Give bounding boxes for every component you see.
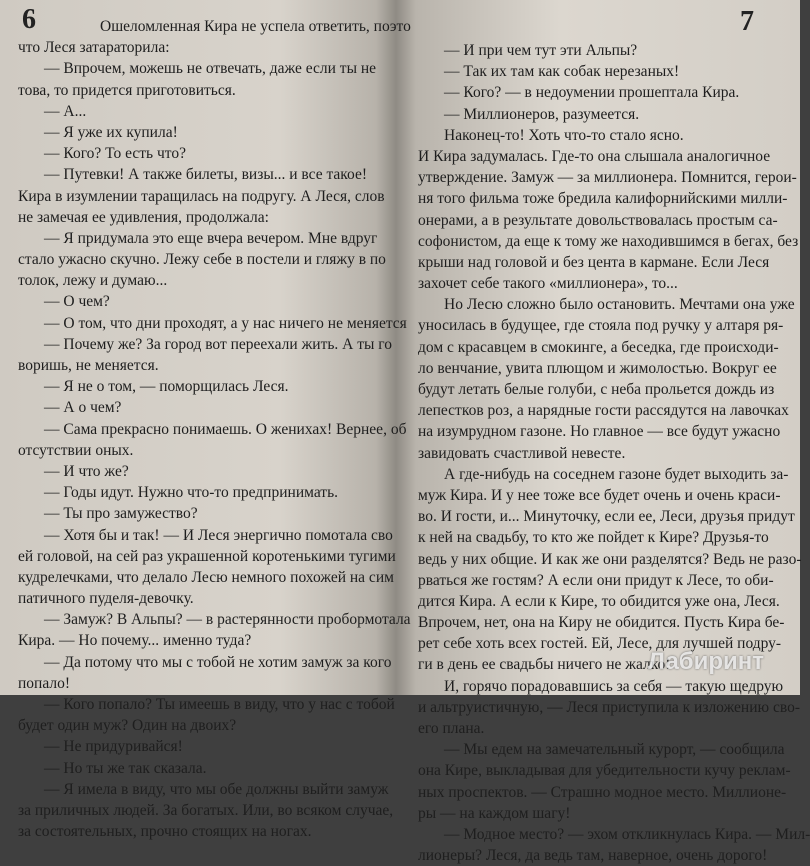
right-page-line: будут летать белые голуби, с неба прольется дождь из — [418, 381, 775, 398]
right-page-line: рваться же гостям? А если они придут к Лесе, то оби- — [418, 571, 774, 589]
left-page-line: — Замуж? В Альпы? — в растерянности пробормотала — [44, 611, 411, 629]
right-page-line: — Мы едем на замечательный курорт, — сообщила — [444, 741, 785, 759]
left-page-text — [18, 16, 411, 842]
left-page-line: — Не придуривайся! — [44, 738, 183, 756]
left-page-line: — Почему же? За город вот переехали жить. А ты го — [44, 335, 393, 353]
right-page-line: уносилась в будущее, где стояла под ручку у алтаря ря- — [418, 317, 784, 335]
left-page-line: — Я имела в виду, что мы обе должны выйти замуж — [44, 780, 389, 798]
right-page-line: Но Лесю сложно было остановить. Мечтами она уже — [444, 296, 795, 314]
left-page-line: Кира. — Но почему... именно туда? — [18, 632, 252, 650]
left-page-line: — Кого попало? Ты имеешь в виду, что у нас с тобой — [44, 696, 395, 713]
left-page-line: будет один муж? Один на двоих? — [18, 717, 237, 735]
right-page-line: утверждение. Замуж — за миллионера. Помнится, герои- — [418, 169, 797, 187]
right-page-number: 7 — [740, 6, 754, 37]
right-page-text — [418, 40, 810, 866]
left-page-line: патичного пуделя-девочку. — [18, 590, 194, 608]
left-page-line: — О чем? — [44, 293, 110, 311]
left-page-line: стало ужасно скучно. Лежу себе в постели и гляжу в по — [18, 251, 386, 269]
right-page-line: ня того фильма тоже бредила калифорнийскими милли- — [418, 190, 788, 208]
left-page-line: что Леся затараторила: — [18, 39, 170, 57]
right-page-line: во. И гости, и... Минуточку, если ее, Леси, друзья придут — [418, 508, 795, 526]
left-page-line: — Но ты же так сказала. — [44, 759, 207, 777]
left-page-line: — Сама прекрасно понимаешь. О женихах! Вернее, об — [44, 420, 407, 438]
left-page-line: — А... — [44, 102, 87, 120]
left-page-line: ей головой, на сей раз украшенной коротенькими тугими — [18, 547, 396, 565]
right-page-line: онерами, а в результате довольствовалась простым са- — [418, 211, 778, 229]
right-page-line: софонистом, да еще к тому же находившимся в бегах, без — [418, 232, 799, 250]
left-page-line: — О том, что дни проходят, а у нас ничего не меняется — [44, 314, 407, 332]
right-page-line: — Миллионеров, разумеется. — [444, 105, 640, 123]
right-page-line: к ней на свадьбу, то кто же пойдет к Кире? Друзья-то — [418, 529, 769, 547]
right-page-line: И, горячо порадовавшись за себя — такую щедрую — [444, 677, 784, 695]
right-page-line: муж Кира. И у нее тоже все будет очень и очень краси- — [418, 486, 781, 504]
left-page-line: — Ты про замужество? — [44, 505, 198, 523]
right-page-line: ги в день ее свадьбы ничего не жалко! — [418, 656, 671, 674]
left-page-line: — Хотя бы и так! — И Леся энергично помотала сво — [44, 526, 393, 544]
left-page-line: Кира в изумлении таращилась на подругу. А Леся, слов — [18, 187, 385, 205]
right-page-line: дится Кира. А если к Кире, то обидится уже она, Леся. — [418, 592, 780, 610]
right-page-line: ло венчание, увита плющом и жимолостью. Вокруг ее — [418, 359, 777, 377]
right-page — [402, 0, 810, 865]
right-page-line: — Кого? — в недоумении прошептала Кира. — [444, 84, 740, 102]
right-page-line: на изумрудном газоне. Но главное — все будут ужасно — [418, 423, 781, 441]
right-page-line: ры — на каждом шагу! — [418, 804, 571, 822]
left-page-line: Ошеломленная Кира не успела ответить, поэто — [100, 18, 411, 35]
left-page-line: не замечая ее удивления, продолжала: — [18, 208, 269, 226]
right-page-line: она Кире, выкладывая для убедительности кучу реклам- — [418, 762, 791, 780]
left-page-line: воришь, не меняется. — [18, 357, 159, 374]
right-page-line: рет себе хоть всех гостей. Ей, Лесе, для лучшей подру- — [418, 635, 782, 653]
left-page-number: 6 — [22, 4, 36, 35]
right-page-line: крыши над головой и без цента в кармане. Если Леся — [418, 253, 770, 271]
left-page — [0, 0, 411, 841]
right-page-line: завидовать счастливой невесте. — [418, 444, 626, 462]
left-page-line: — А о чем? — [44, 399, 122, 417]
right-page-line: ведь у них общие. И как же они разделятся? Ведь не разо- — [418, 550, 802, 568]
right-page-line: ных проспектов. — Страшно модное место. Миллионе- — [418, 783, 787, 801]
left-page-line: толок, лежу и думаю... — [18, 272, 168, 290]
right-page-line: Наконец-то! Хоть что-то стало ясно. — [444, 126, 684, 144]
watermark-logo: Лабиринт — [648, 648, 765, 675]
left-page-line: — Кого? То есть что? — [44, 145, 186, 163]
left-page-line: отсутствии оных. — [18, 441, 134, 459]
left-page-line: — Да потому что мы с тобой не хотим замуж за кого — [44, 653, 392, 671]
left-page-line: — Путевки! А также билеты, визы... и все такое! — [44, 166, 368, 184]
left-page-line: за состоятельных, прочно стоящих на ногах. — [18, 823, 312, 841]
left-page-line: — Впрочем, можешь не отвечать, даже если ты не — [44, 60, 377, 78]
right-page-line: и альтруистичную, — Леся приступила к изложению сво- — [418, 698, 800, 716]
right-page-line: лепестков роз, а нарядные гости рассядутся на лавочках — [418, 402, 789, 420]
left-page-line: кудрелечками, что делало Лесю немного похожей на сим — [18, 568, 394, 586]
left-page-line: — Я не о том, — поморщилась Леся. — [44, 378, 289, 396]
right-page-line: — Так их там как собак нерезаных! — [444, 63, 680, 81]
left-page-line: попало! — [18, 674, 71, 692]
right-page-line: — И при чем тут эти Альпы? — [444, 42, 638, 59]
left-page-line: — Годы идут. Нужно что-то предпринимать. — [44, 484, 339, 502]
left-page-line: това, то придется приготовиться. — [18, 81, 236, 99]
right-page-line: И Кира задумалась. Где-то она слышала аналогичное — [418, 147, 771, 165]
left-page-line: — И что же? — [44, 462, 129, 480]
left-page-line: — Я уже их купила! — [44, 123, 178, 141]
left-page-line: за приличных людей. За богатых. Или, во всяком случае, — [18, 801, 394, 819]
right-page-line: А где-нибудь на соседнем газоне будет выходить за- — [444, 465, 789, 483]
left-page-line: — Я придумала это еще вчера вечером. Мне вдруг — [44, 229, 378, 247]
right-page-line: его плана. — [418, 720, 485, 737]
right-page-line: захочет себе такого «миллионера», то... — [418, 275, 678, 293]
right-page-line: — Модное место? — эхом откликнулась Кира. — Мил- — [444, 825, 810, 843]
right-page-line: Впрочем, нет, она на Киру не обидится. Пусть Кира бе- — [418, 614, 785, 632]
right-page-line: дом с красавцем в смокинге, а беседка, где происходи- — [418, 338, 779, 356]
right-page-line: лионеры? Леся, да ведь там, наверное, очень дорого! — [418, 847, 768, 865]
